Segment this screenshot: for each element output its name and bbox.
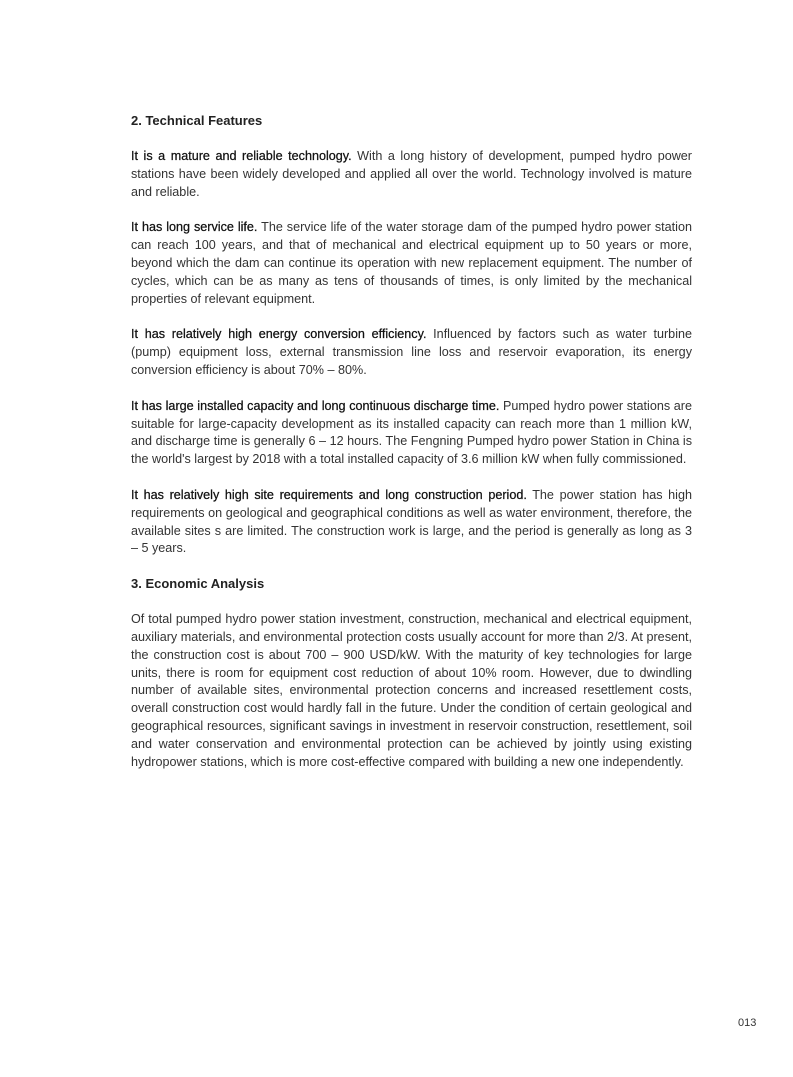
paragraph-site-requirements: [131, 487, 692, 558]
paragraph-mature-technology: [131, 148, 692, 201]
paragraph-installed-capacity: [131, 398, 692, 469]
paragraph-body: Pumped hydro power stations are suitable for large-capacity development as its installed capacity can reach more than 1 million kW, and discharge time is generally 6 – 12 hours. The Fengning Pumped hydro power Station in China is the world's largest by 2018 with a total installed capacity of 3.6 million kW when fully commissioned.: [131, 398, 692, 467]
paragraph-lead: It has relatively high energy conversion efficiency.: [131, 327, 427, 342]
paragraph-lead: It has long service life.: [131, 220, 258, 235]
paragraph-conversion-efficiency: [131, 326, 692, 379]
paragraph-body: With a long history of development, pumped hydro power stations have been widely developed and applied all over the world. Technology involved is mature and reliable.: [131, 149, 692, 199]
document-body: [131, 112, 692, 789]
paragraph-body: Of total pumped hydro power station investment, construction, mechanical and electrical equipment, auxiliary materials, and environmental protection costs usually account for more than 2/3. At present, the construction cost is about 700 – 900 USD/kW. With the maturity of key technologies for large units, there is room for equipment cost reduction of about 10% room. However, due to dwindling number of available sites, environmental protection concerns and increased resettlement costs, overall construction cost would hardly fall in the future. Under the condition of certain geological and geographical resources, significant savings in investment in reservoir construction, resettlement, soil and water conservation and environmental protection can be achieved by jointly using existing hydropower stations, which is more cost-effective compared with building a new one independently.: [131, 612, 692, 769]
paragraph-body: The service life of the water storage dam of the pumped hydro power station can reach 100 years, and that of mechanical and electrical equipment up to 50 years or more, beyond which the dam can continue its operation with new replacement equipment. The number of cycles, which can be as many as tens of thousands of times, is only limited by the mechanical properties of relevant equipment.: [131, 220, 692, 306]
paragraph-lead: It has large installed capacity and long continuous discharge time.: [131, 398, 500, 413]
paragraph-lead: It is a mature and reliable technology.: [131, 149, 352, 163]
paragraph-lead: It has relatively high site requirements and long construction period.: [131, 487, 527, 502]
paragraph-body: Influenced by factors such as water turbine (pump) equipment loss, external transmission line loss and reservoir evaporation, its energy conversion efficiency is about 70% – 80%.: [131, 327, 692, 377]
paragraph-economic-analysis: [131, 611, 692, 771]
page-number: 013: [738, 1017, 757, 1029]
paragraph-body: The power station has high requirements on geological and geographical conditions as well as water environment, therefore, the available sites s are limited. The construction work is large, and the period is generally as long as 3 – 5 years.: [131, 487, 692, 556]
section-heading-technical-features: 2. Technical Features: [131, 113, 263, 128]
section-heading-economic-analysis: 3. Economic Analysis: [131, 576, 265, 592]
paragraph-service-life: [131, 219, 692, 308]
